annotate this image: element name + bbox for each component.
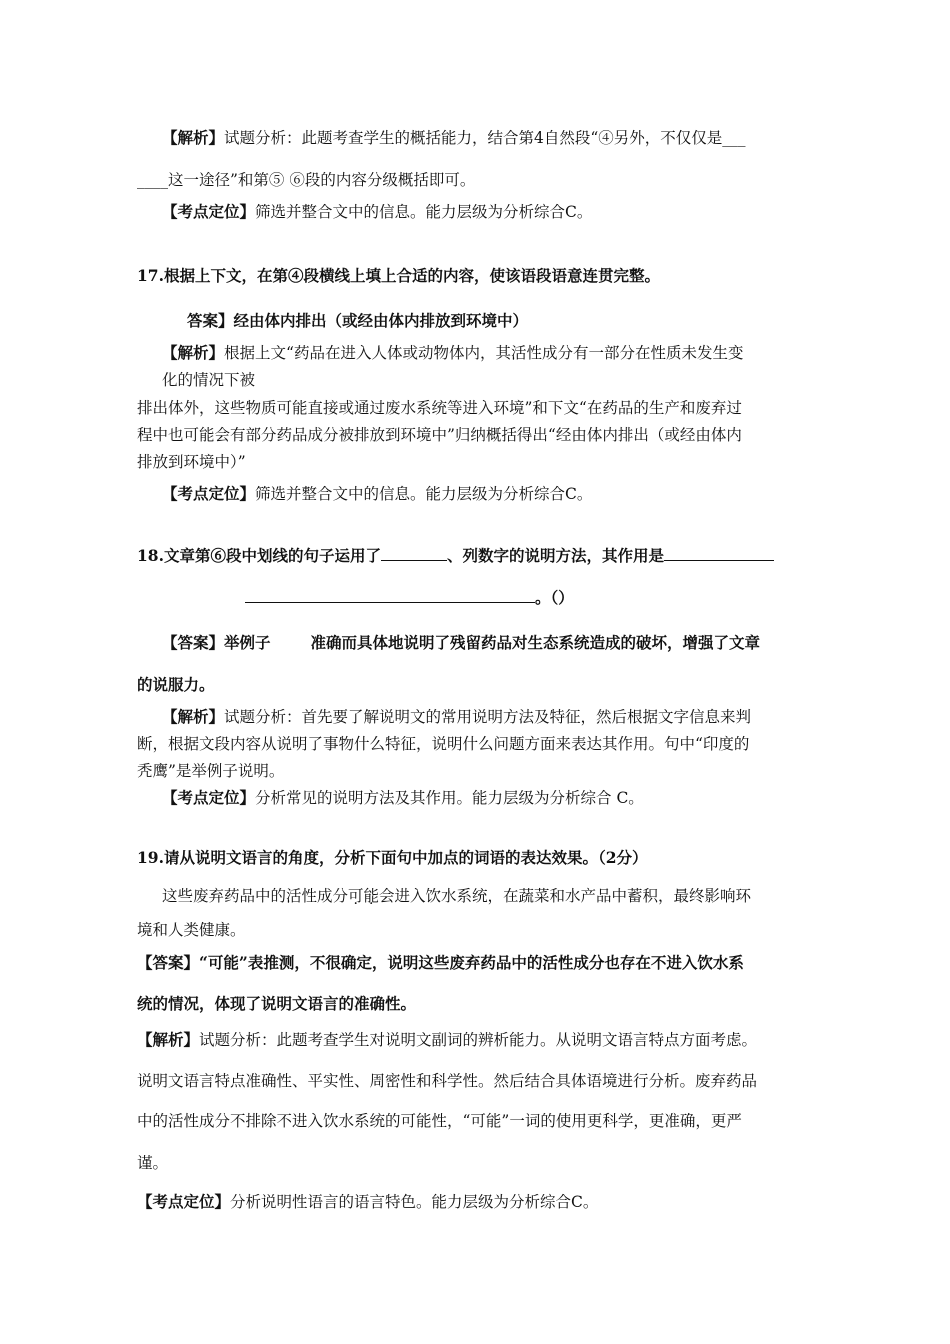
kaodian-label: 【考点定位】 (162, 484, 256, 503)
analysis-line (162, 707, 751, 727)
answer-label: 【答案】 (162, 633, 225, 652)
kaodian-label: 【考点定位】 (162, 788, 256, 807)
analysis-label: 【解析】 (162, 128, 225, 147)
kaodian-text: 筛选并整合文中的信息。能力层级为分析综合C。 (255, 485, 593, 503)
answer-blank (245, 588, 535, 603)
answer-17: 答案】经由体内排出（或经由体内排放到环境中） (187, 311, 529, 330)
analysis-line: 说明文语言特点准确性、平实性、周密性和科学性。然后结合具体语境进行分析。废弃药品 (137, 1072, 758, 1090)
answer-text: 准确而具体地说明了残留药品对生态系统造成的破坏，增强了文章 (310, 633, 761, 652)
kaodian-text: 分析常见的说明方法及其作用。能力层级为分析综合 C。 (255, 789, 644, 807)
analysis-text: 试题分析：首先要了解说明文的常用说明方法及特征，然后根据文字信息来判 (224, 708, 752, 726)
kaodian-label: 【考点定位】 (162, 202, 256, 221)
kaodian-line (162, 202, 592, 222)
analysis-line: 化的情况下被 (162, 371, 256, 389)
question-text: 18.文章第⑥段中划线的句子运用了 (137, 546, 381, 565)
question-17: 17.根据上下文，在第④段横线上填上合适的内容，使该语段语意连贯完整。 (137, 266, 660, 285)
analysis-label: 【解析】 (162, 707, 225, 726)
analysis-line (137, 1030, 757, 1050)
answer-18 (162, 633, 760, 653)
analysis-line: 断，根据文段内容从说明了事物什么特征，说明什么问题方面来表达其作用。句中“印度的 (137, 735, 750, 753)
analysis-line (162, 343, 743, 363)
analysis-line: 排出体外，这些物质可能直接或通过废水系统等进入环境”和下文“在药品的生产和废弃过 (137, 399, 742, 417)
analysis-line: 排放到环境中）” (137, 453, 246, 471)
answer-blank (664, 546, 774, 561)
analysis-text: 试题分析：此题考查学生对说明文副词的辨析能力。从说明文语言特点方面考虑。 (199, 1031, 758, 1049)
kaodian-text: 分析说明性语言的语言特色。能力层级为分析综合C。 (230, 1193, 599, 1211)
analysis-line: 中的活性成分不排除不进入饮水系统的可能性，“可能”一词的使用更科学，更准确，更严 (137, 1112, 742, 1130)
analysis-line: 秃鹰”是举例子说明。 (137, 762, 285, 780)
analysis-line: ____这一途径”和第⑤ ⑥段的内容分级概括即可。 (137, 171, 476, 189)
analysis-text: 根据上文“药品在进入人体或动物体内，其活性成分有一部分在性质未发生变 (224, 344, 744, 362)
dotted-char: 能 (363, 887, 380, 905)
analysis-label: 【解析】 (162, 343, 225, 362)
kaodian-line (162, 484, 592, 504)
question-18-continued (245, 588, 574, 608)
sentence-text: 会进入饮水系统，在蔬菜和水产品中蓄积，最终影响环 (379, 887, 752, 905)
dotted-char: 可 (348, 887, 364, 905)
analysis-line: 谨。 (137, 1154, 169, 1172)
question-18 (137, 546, 774, 566)
analysis-line: 程中也可能会有部分药品成分被排放到环境中”归纳概括得出“经由体内排出（或经由体内 (137, 426, 742, 444)
analysis-text: 试题分析：此题考查学生的概括能力，结合第4自然段“④另外，不仅仅是___ (224, 129, 746, 147)
kaodian-line (137, 1192, 598, 1212)
answer-text: “可能”表推测，不很确定，说明这些废弃药品中的活性成分也存在不进入饮水系 (199, 953, 744, 972)
example-sentence: 境和人类健康。 (137, 921, 246, 939)
kaodian-text: 筛选并整合文中的信息。能力层级为分析综合C。 (255, 203, 593, 221)
answer-label: 【答案】 (137, 953, 200, 972)
question-text: 。（） (535, 588, 574, 607)
kaodian-label: 【考点定位】 (137, 1192, 231, 1211)
question-text: 、列数字的说明方法，其作用是 (446, 546, 664, 565)
analysis-line (162, 128, 746, 148)
analysis-label: 【解析】 (137, 1030, 200, 1049)
answer-text: 举例子 (224, 633, 271, 652)
answer-19-continued: 统的情况，体现了说明文语言的准确性。 (137, 994, 417, 1013)
answer-blank (381, 546, 447, 561)
sentence-text: 这些废弃药品中的活性成分 (162, 887, 349, 905)
answer-19 (137, 953, 744, 973)
answer-18-continued: 的说服力。 (137, 675, 215, 694)
kaodian-line (162, 788, 644, 808)
example-sentence (162, 886, 751, 906)
question-19: 19.请从说明文语言的角度，分析下面句中加点的词语的表达效果。（2分） (137, 848, 648, 867)
